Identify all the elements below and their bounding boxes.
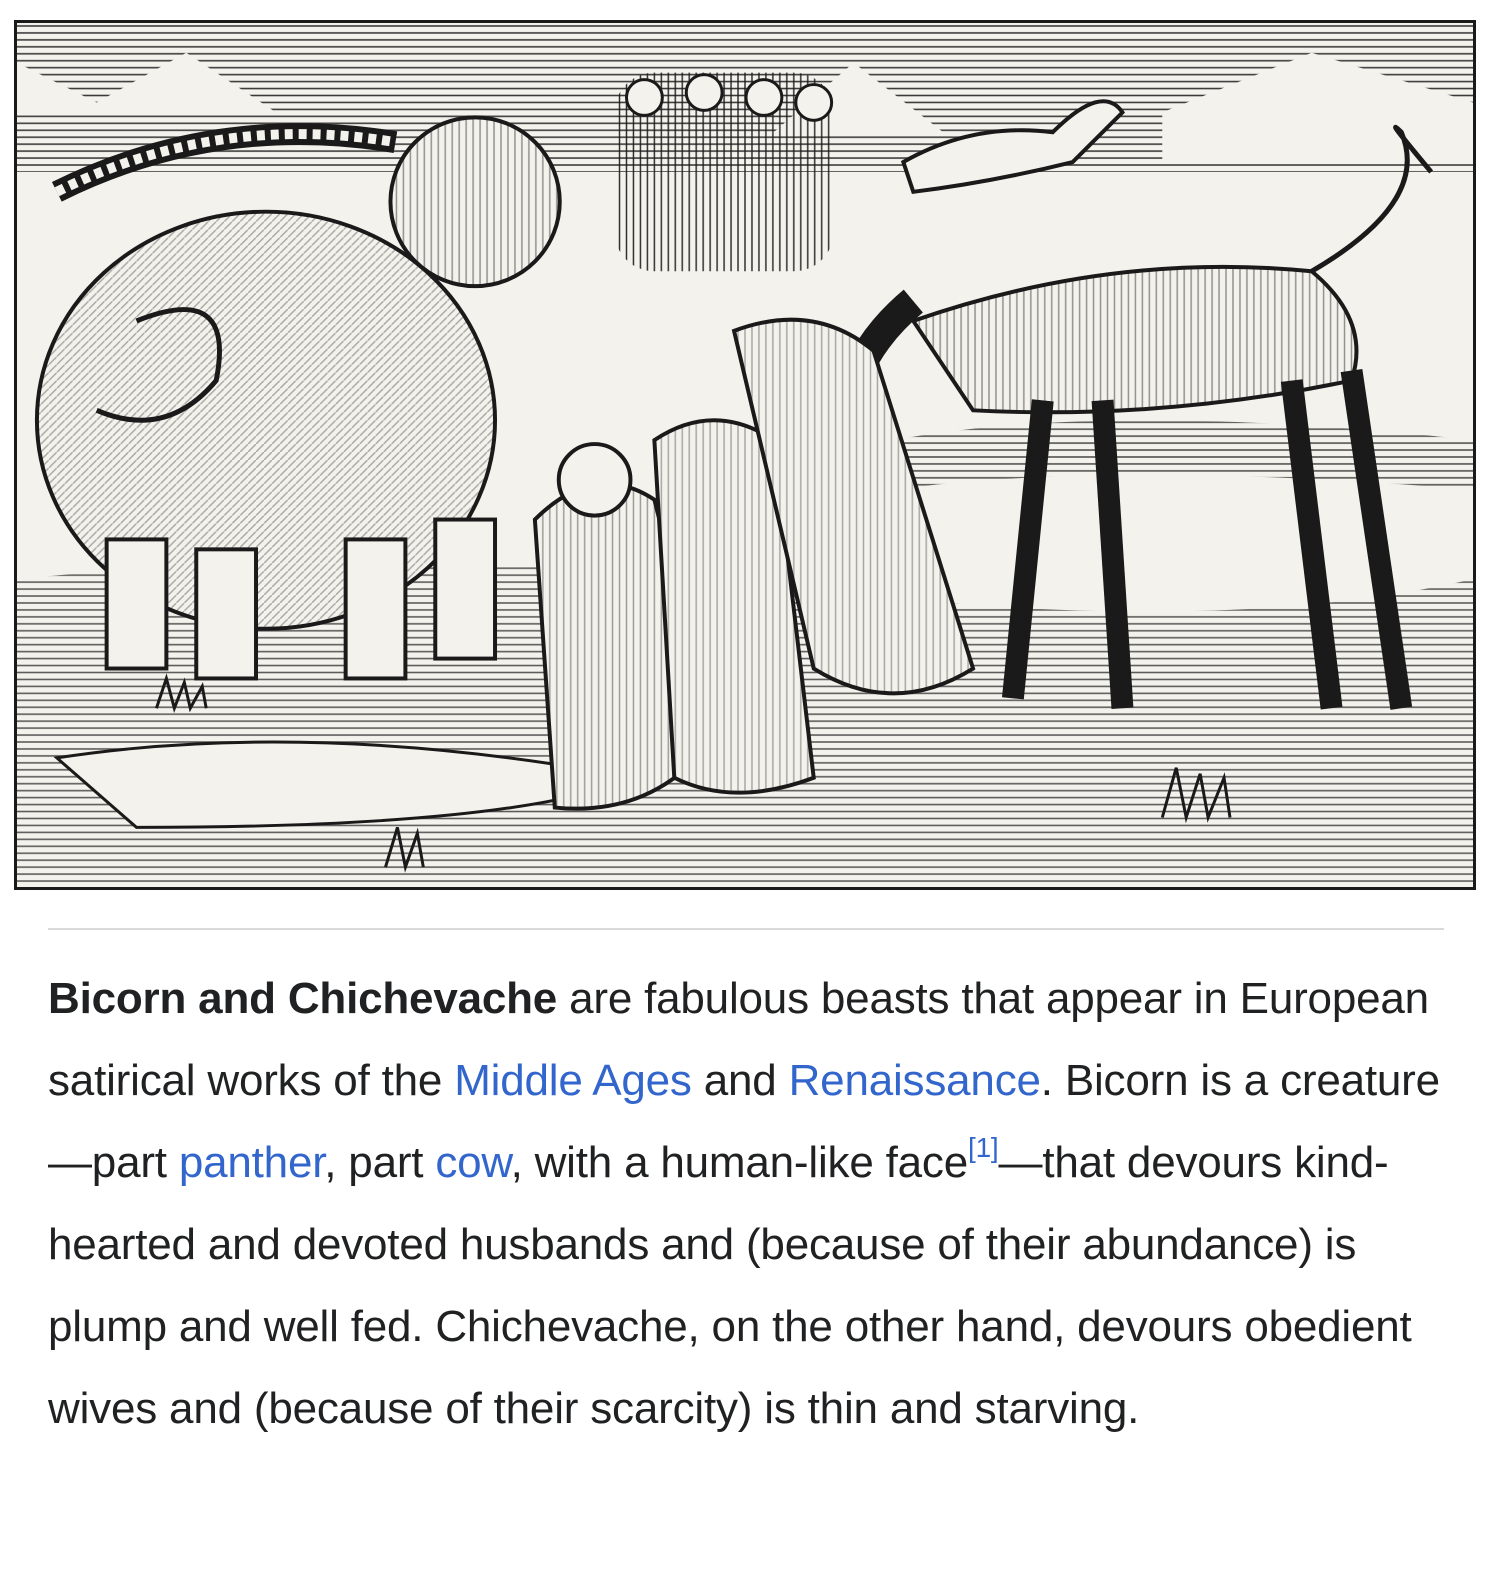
article-subject-bold: Bicorn and Chichevache — [48, 974, 558, 1023]
link-panther[interactable]: panther — [178, 1138, 325, 1187]
woodcut-illustration-icon — [17, 23, 1473, 887]
text-run: , with a human-like face — [510, 1138, 968, 1187]
reference-link-1[interactable]: [1] — [967, 1132, 999, 1164]
link-middle-ages[interactable]: Middle Ages — [454, 1056, 692, 1105]
text-run: and — [691, 1056, 789, 1105]
article-paragraph — [48, 958, 1458, 1450]
crowd-of-men — [615, 73, 834, 272]
text-run: are fabulous beasts that appear in European satirical works of the — [48, 974, 1429, 1105]
link-cow[interactable]: cow — [435, 1138, 511, 1187]
section-divider — [48, 928, 1444, 930]
text-run: —that devours kind-hearted and devoted husbands and (because of their abundance) is plump and well fed. Chichevache, on the other hand, devours obedient wives and (because of their scarcity) is thin and starving. — [48, 1138, 1412, 1433]
link-renaissance[interactable]: Renaissance — [788, 1056, 1041, 1105]
text-run: , part — [324, 1138, 436, 1187]
text-run: . Bicorn is a creature—part — [48, 1056, 1440, 1187]
woodcut-illustration[interactable] — [14, 20, 1476, 890]
bicorn-figure — [37, 117, 560, 678]
ground-band-2 — [893, 420, 1473, 490]
